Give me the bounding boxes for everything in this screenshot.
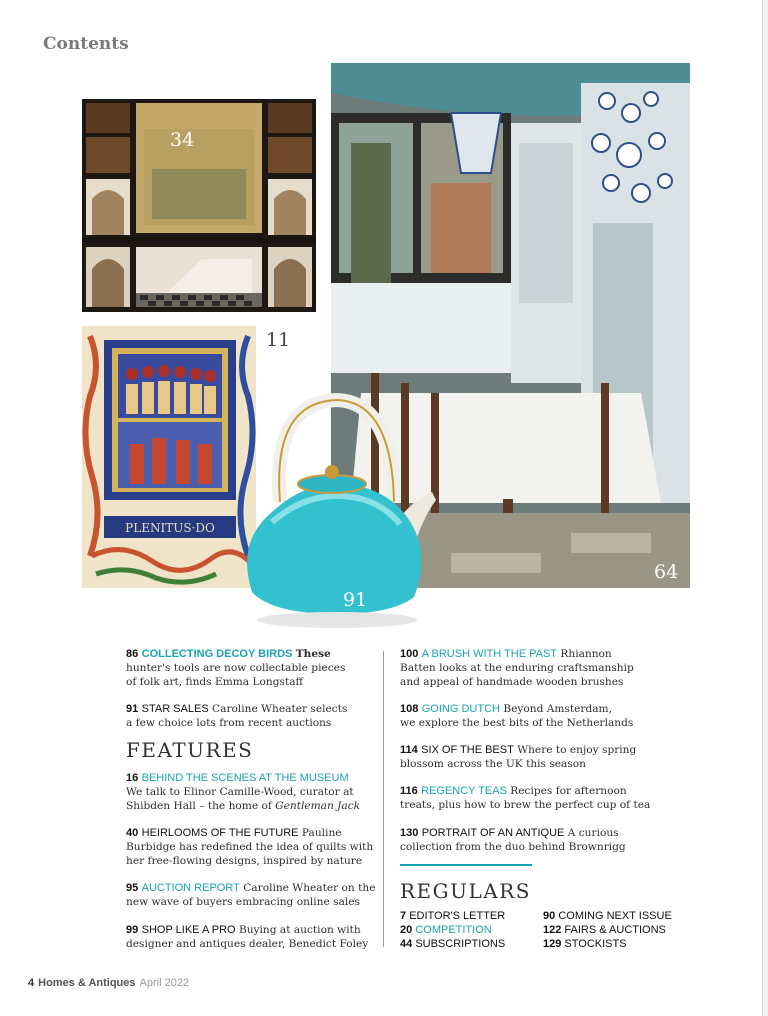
regular-item: 7 EDITOR'S LETTER (400, 910, 506, 922)
photo-number-34: 34 (170, 129, 195, 151)
page-number: 100 (400, 648, 419, 660)
entry-heading: GOING DUTCH (421, 703, 500, 715)
entry-86: 86 COLLECTING DECOY BIRDS These hunter's tools are now collectable pieces of folk art, finds Emma Longstaff (126, 648, 346, 688)
regulars-heading: REGULARS (400, 879, 531, 903)
photo-number-11: 11 (266, 329, 291, 351)
page-edge (762, 0, 768, 1016)
entry-95: 95 AUCTION REPORT Caroline Wheater on the new wave of buyers embracing online sales (126, 882, 376, 908)
entry-heading: SIX OF THE BEST (421, 744, 514, 756)
page-number: 116 (400, 785, 418, 797)
regulars-column-1 (400, 909, 505, 951)
entry-114: 114 SIX OF THE BEST Where to enjoy spring blossom across the UK this season (400, 744, 637, 770)
page-number: 95 (126, 882, 139, 894)
regular-item: 122 FAIRS & AUCTIONS (543, 924, 666, 936)
page-number: 91 (126, 703, 139, 715)
entry-91: 91 STAR SALES Caroline Wheater selects a few choice lots from recent auctions (126, 703, 348, 729)
photo-number-91: 91 (343, 589, 368, 611)
page-number: 108 (400, 703, 419, 715)
entry-heading: PORTRAIT OF AN ANTIQUE (421, 827, 565, 839)
regular-item: 129 STOCKISTS (543, 938, 627, 950)
regular-item: 44 SUBSCRIPTIONS (400, 938, 506, 950)
entry-heading: COLLECTING DECOY BIRDS (141, 648, 293, 660)
footer-page-number: 4 (28, 977, 35, 989)
manuscript-inscription: PLENITUS·DO (125, 521, 215, 535)
page-number: 40 (126, 827, 139, 839)
footer-date: April 2022 (139, 977, 190, 989)
entry-heading: SHOP LIKE A PRO (141, 924, 236, 936)
entry-heading: STAR SALES (141, 703, 209, 715)
regular-item: 90 COMING NEXT ISSUE (543, 910, 672, 922)
entry-heading: AUCTION REPORT (141, 882, 240, 894)
entry-heading: HEIRLOOMS OF THE FUTURE (141, 827, 299, 839)
entry-16: 16 BEHIND THE SCENES AT THE MUSEUM We talk to Elinor Camille-Wood, curator at Shibden Hall – the home of Gentleman Jack (126, 772, 361, 812)
regulars-column-2 (543, 909, 672, 951)
page-footer (28, 977, 189, 989)
regulars-divider (400, 864, 532, 866)
turquoise-teapot-photo (232, 392, 442, 632)
entry-108: 108 GOING DUTCH Beyond Amsterdam, we explore the best bits of the Netherlands (400, 703, 634, 729)
regular-item: 20 COMPETITION (400, 924, 492, 936)
entry-99: 99 SHOP LIKE A PRO Buying at auction with designer and antiques dealer, Benedict Foley (126, 924, 369, 950)
column-divider (383, 651, 384, 947)
entry-116: 116 REGENCY TEAS Recipes for afternoon treats, plus how to brew the perfect cup of tea (400, 785, 651, 811)
photo-number-64: 64 (654, 561, 679, 583)
page-number: 86 (126, 648, 139, 660)
page-number: 130 (400, 827, 419, 839)
entry-heading: BEHIND THE SCENES AT THE MUSEUM (141, 772, 349, 784)
entry-100: 100 A BRUSH WITH THE PAST Rhiannon Batten looks at the enduring craftsmanship and appeal of handmade wooden brushes (400, 648, 634, 688)
page-title: Contents (43, 34, 129, 54)
footer-magazine: Homes & Antiques (38, 977, 136, 989)
page-number: 114 (400, 744, 418, 756)
page-number: 99 (126, 924, 139, 936)
dollhouse-photo (82, 99, 316, 312)
entry-heading: A BRUSH WITH THE PAST (421, 648, 558, 660)
features-heading: FEATURES (126, 738, 254, 762)
manuscript-photo (82, 326, 256, 588)
page-number: 16 (126, 772, 139, 784)
entry-40: 40 HEIRLOOMS OF THE FUTURE Pauline Burbidge has redefined the idea of quilts with her free-flowing designs, inspired by nature (126, 827, 374, 867)
entry-130: 130 PORTRAIT OF AN ANTIQUE A curious collection from the duo behind Brownrigg (400, 827, 626, 853)
entry-heading: REGENCY TEAS (421, 785, 507, 797)
